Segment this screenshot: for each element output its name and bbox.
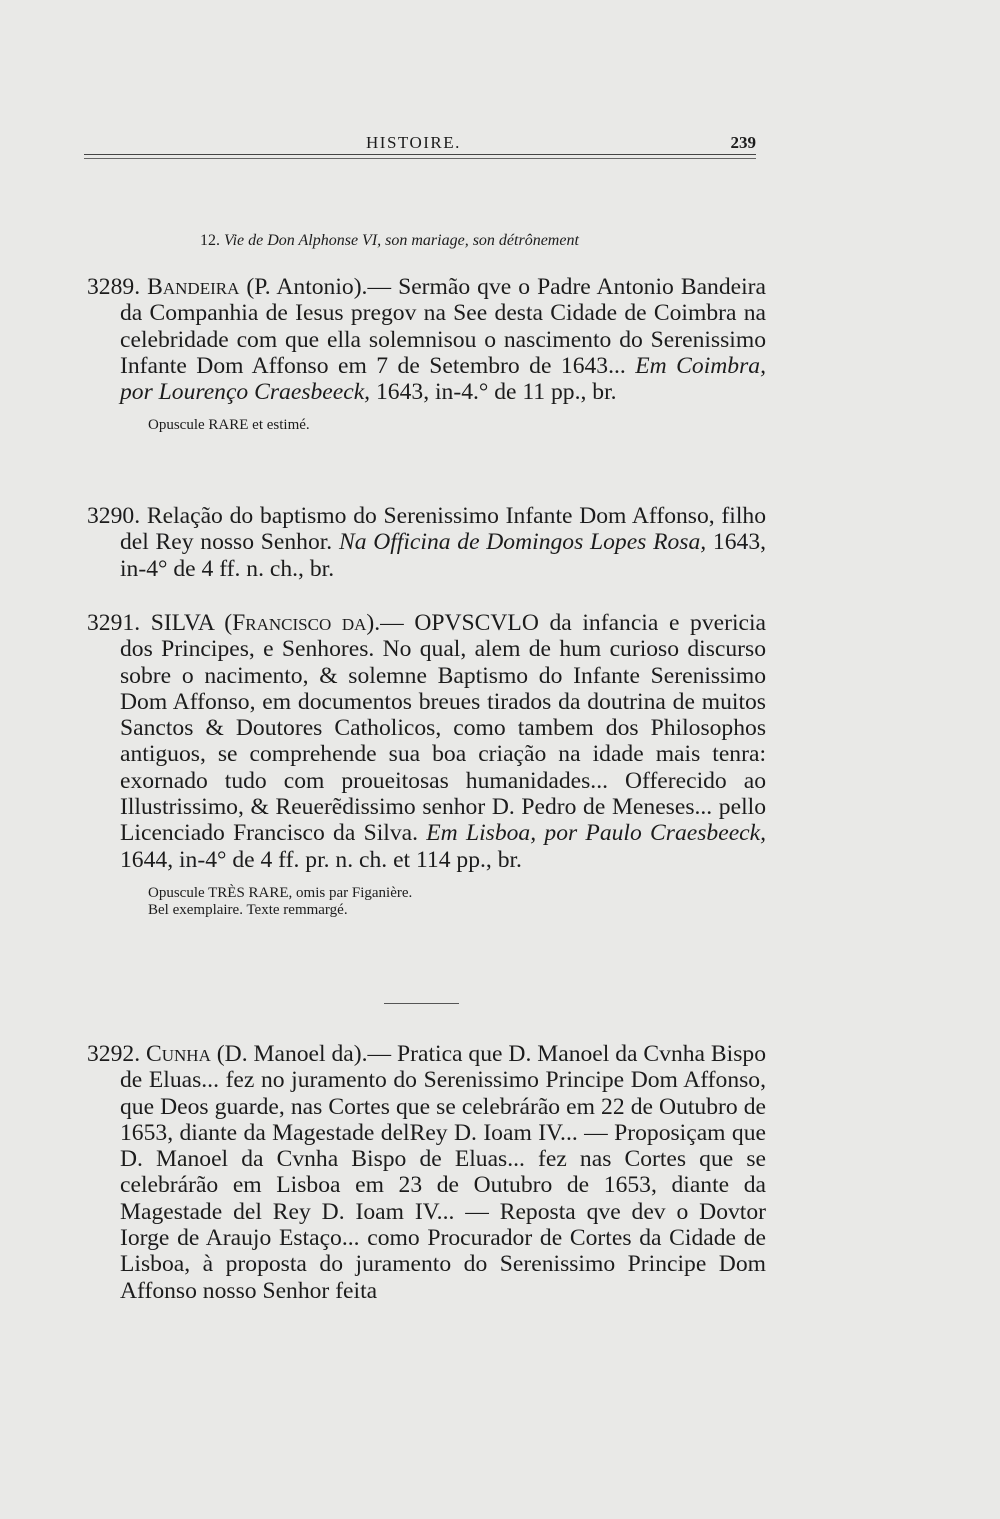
entry-note-line: Opuscule TRÈS RARE, omis par Figanière. <box>148 884 413 901</box>
entry-3292 <box>87 1041 767 1304</box>
section-divider <box>384 1003 459 1004</box>
entry-author-rest: (P. Antonio). <box>246 274 368 300</box>
entry-3292-body <box>87 1041 767 1304</box>
entry-number: 3292. <box>87 1041 141 1067</box>
entry-author-rest: (D. Manoel da). <box>216 1041 368 1067</box>
entry-tail: 1643, in-4.° de 11 pp., br. <box>376 379 617 406</box>
entry-author-rest: (Francisco da). <box>224 610 381 636</box>
entry-note-line: Bel exemplaire. Texte remmargé. <box>148 901 348 918</box>
entry-3290 <box>87 503 767 582</box>
section-number: 12. <box>200 232 220 249</box>
section-heading <box>200 232 579 250</box>
entry-3289 <box>87 274 767 434</box>
running-title: HISTOIRE. <box>366 133 461 152</box>
entry-imprint: Em Lisboa, por Paulo Craesbeeck, <box>426 820 767 847</box>
entry-3289-body <box>87 274 767 406</box>
section-title: Vie de Don Alphonse VI, son mariage, son détrônement <box>224 232 579 249</box>
entry-imprint: Em Coimbra, por Lourenço Craesbeeck, <box>120 352 766 406</box>
entry-author: Cunha <box>146 1041 211 1067</box>
entry-3290-body <box>87 503 767 582</box>
entry-notes <box>148 885 766 919</box>
entry-text: — Sermão qve o Padre Antonio Bandeira da Companhia de Iesus pregov na See desta Cidade de Coimbra na celebridade com que ella solemnisou o nascimento do Serenissimo Infante Dom Affonso em 7 de Setembro de 1643... <box>120 274 767 379</box>
entry-text: — Pratica que D. Manoel da Cvnha Bispo de Eluas... fez no juramento do Serenissimo Principe Dom Affonso, que Deos guarde, nas Cortes que se celebrárão em 22 de Outubro de 1653, diante da Magestade delRey D. Ioam IV... — Proposiçam que D. Manoel da Cvnha Bispo de Eluas... fez nas Cortes que se celebrárão em Lisboa em 23 de Outubro de 1653, diante da Magestade del Rey D. Ioam IV... — Reposta qve dev o Dovtor Iorge de Araujo Estaço... como Procurador de Cortes da Cidade de Lisboa, à proposta do juramento do Serenissimo Principe Dom Affonso nosso Senhor feita <box>120 1041 767 1304</box>
entry-author: Bandeira <box>147 274 240 300</box>
entry-tail: 1643, in-4° de 4 ff. n. ch., br. <box>120 529 767 582</box>
entry-number: 3290. <box>87 503 141 529</box>
page-number: 239 <box>730 133 756 152</box>
header-rule <box>84 154 756 159</box>
entry-author: SILVA <box>150 610 214 636</box>
entry-imprint: Na Officina de Domingos Lopes Rosa, <box>338 529 707 556</box>
entry-note: Opuscule RARE et estimé. <box>148 417 310 434</box>
entry-number: 3291. <box>87 610 141 636</box>
entry-tail: 1644, in-4° de 4 ff. pr. n. ch. et 114 pp., br. <box>120 846 522 873</box>
entry-text: — OPVSCVLO da infancia e pvericia dos Principes, e Senhores. No qual, alem de hum curioso discurso sobre o nacimento, & solemne Baptismo do Infante Serenissimo Dom Affonso, em documentos breues tirados da doutrina de muitos Sanctos & Doutores Catholicos, como tambem dos Philosophos antiguos, se comprehende sua boa criação na idade mais tenra: exornado tudo com proueitosas humanidades... Offerecido ao Illustrissimo, & Reuerẽdissimo senhor D. Pedro de Meneses... pello Licenciado Francisco da Silva. <box>120 610 766 847</box>
entry-text: Relação do baptismo do Serenissimo Infante Dom Affonso, filho del Rey nosso Senhor. <box>120 503 766 556</box>
entry-3291-body <box>87 610 767 873</box>
entry-3291 <box>87 610 767 919</box>
entry-number: 3289. <box>87 274 141 300</box>
